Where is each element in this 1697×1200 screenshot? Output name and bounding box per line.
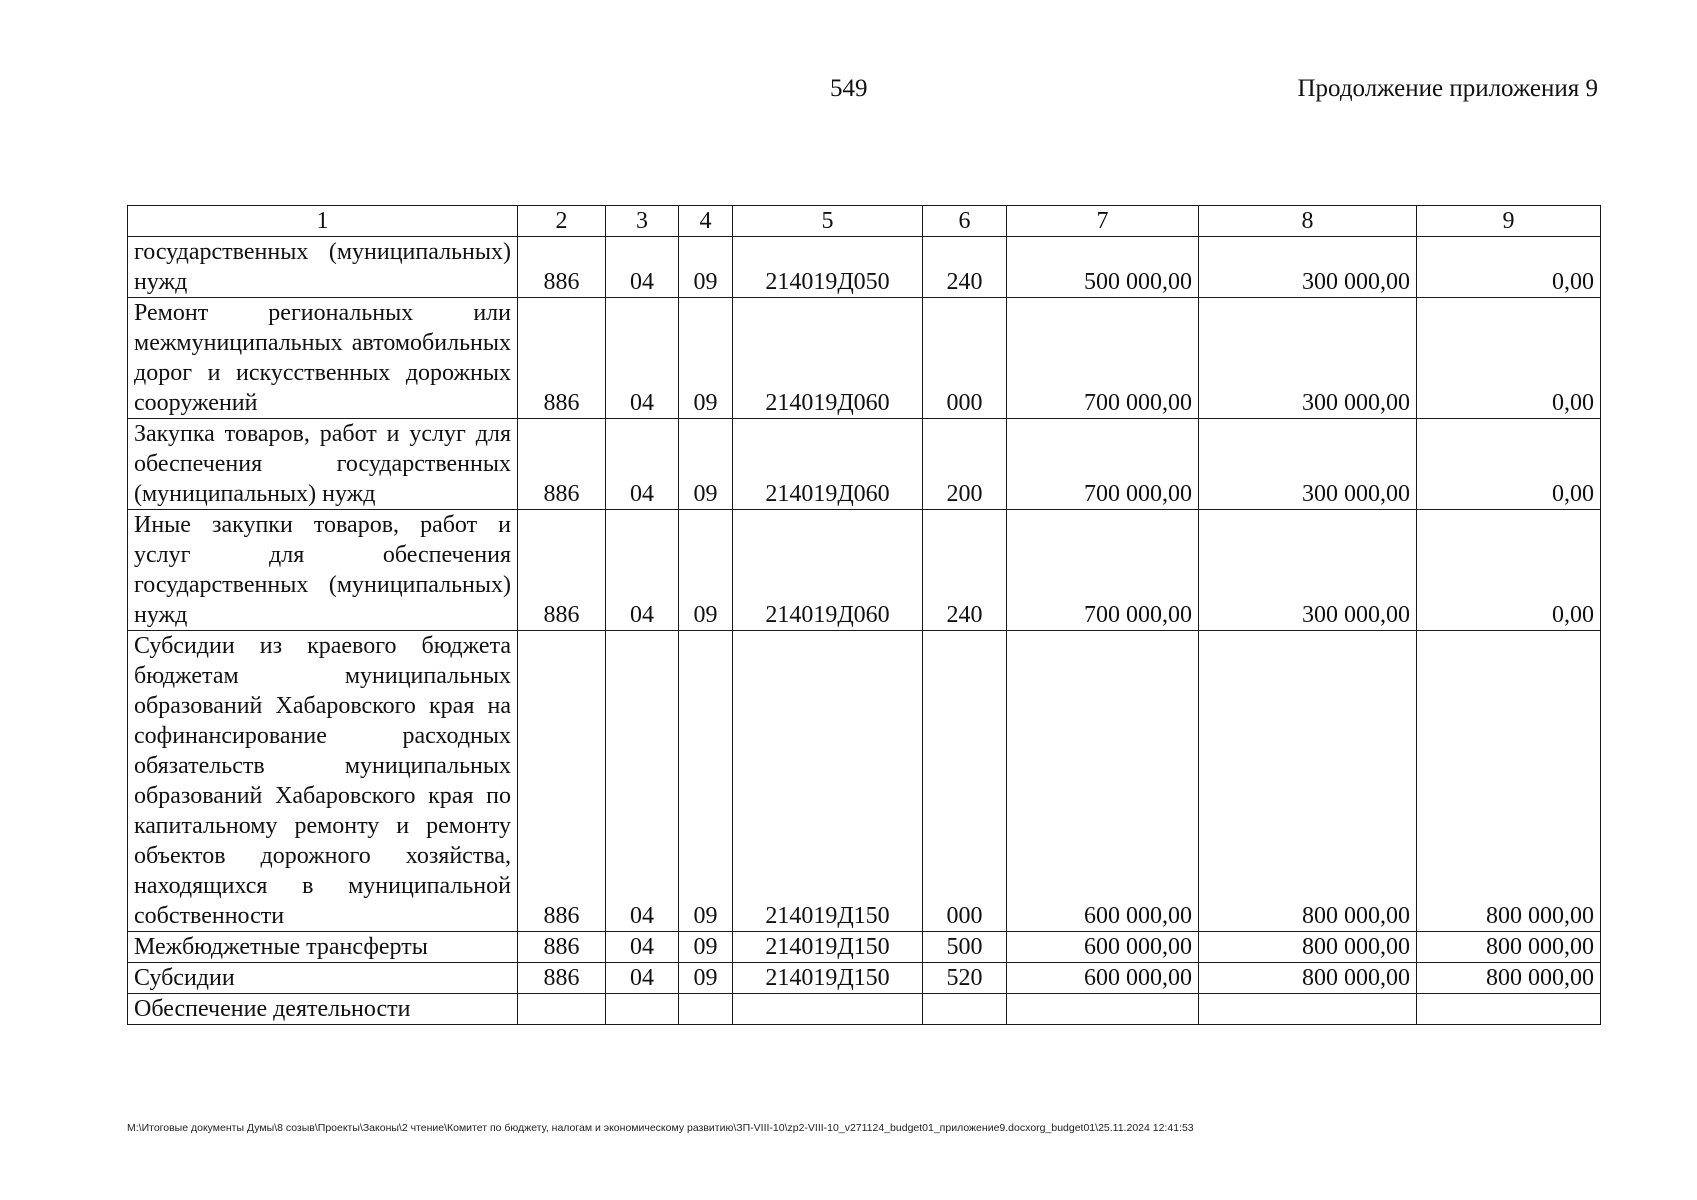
section-code: 04	[606, 963, 679, 994]
column-number-row	[128, 206, 1601, 237]
amount-year-1: 600 000,00	[1007, 932, 1199, 963]
column-header: 6	[923, 206, 1007, 237]
expense-type-code: 240	[923, 237, 1007, 298]
amount-year-3: 800 000,00	[1417, 631, 1601, 932]
table-row	[128, 298, 1601, 419]
target-item-code: 214019Д050	[733, 237, 923, 298]
column-header: 2	[518, 206, 606, 237]
target-item-code: 214019Д060	[733, 419, 923, 510]
section-code: 04	[606, 419, 679, 510]
expense-type-code: 200	[923, 419, 1007, 510]
footer-file-path: M:\Итоговые документы Думы\8 созыв\Проекты\Законы\2 чтение\Комитет по бюджету, налогам и экономическому развитию\ЗП-VIII-10\zp2-VIII-10_v271124_budget01_приложение9.docxorg_budget01\25.11.2024 12:41:53	[127, 1122, 1194, 1134]
ministry-code: 886	[518, 419, 606, 510]
column-header: 7	[1007, 206, 1199, 237]
expense-name: Субсидии из краевого бюджета бюджетам муниципальных образований Хабаровского края на софинансирование расходных обязательств муниципальных образований Хабаровского края по капитальному ремонту и ремонту объектов дорожного хозяйства, находящихся в муниципальной собственности	[128, 631, 518, 932]
column-header: 3	[606, 206, 679, 237]
budget-table	[127, 205, 1601, 1025]
section-code: 04	[606, 510, 679, 631]
target-item-code: 214019Д150	[733, 963, 923, 994]
ministry-code: 886	[518, 298, 606, 419]
amount-year-1: 500 000,00	[1007, 237, 1199, 298]
table-row	[128, 510, 1601, 631]
target-item-code: 214019Д150	[733, 631, 923, 932]
expense-name: Закупка товаров, работ и услуг для обеспечения государственных (муниципальных) нужд	[128, 419, 518, 510]
amount-year-2: 300 000,00	[1199, 298, 1417, 419]
amount-year-1: 600 000,00	[1007, 631, 1199, 932]
expense-type-code: 520	[923, 963, 1007, 994]
amount-year-2: 300 000,00	[1199, 510, 1417, 631]
appendix-label: Продолжение приложения 9	[1297, 75, 1598, 102]
subsection-code	[679, 994, 733, 1025]
amount-year-2: 800 000,00	[1199, 631, 1417, 932]
section-code: 04	[606, 631, 679, 932]
expense-name: Субсидии	[128, 963, 518, 994]
ministry-code: 886	[518, 631, 606, 932]
ministry-code: 886	[518, 510, 606, 631]
target-item-code: 214019Д060	[733, 298, 923, 419]
table-row	[128, 631, 1601, 932]
ministry-code	[518, 994, 606, 1025]
expense-type-code: 000	[923, 298, 1007, 419]
column-header: 9	[1417, 206, 1601, 237]
ministry-code: 886	[518, 932, 606, 963]
expense-type-code	[923, 994, 1007, 1025]
amount-year-2: 300 000,00	[1199, 419, 1417, 510]
amount-year-1: 700 000,00	[1007, 419, 1199, 510]
section-code: 04	[606, 298, 679, 419]
column-header: 5	[733, 206, 923, 237]
table-row	[128, 237, 1601, 298]
subsection-code: 09	[679, 237, 733, 298]
table-row	[128, 932, 1601, 963]
amount-year-3: 800 000,00	[1417, 963, 1601, 994]
subsection-code: 09	[679, 298, 733, 419]
table-row	[128, 419, 1601, 510]
target-item-code	[733, 994, 923, 1025]
amount-year-1: 600 000,00	[1007, 963, 1199, 994]
amount-year-3: 0,00	[1417, 510, 1601, 631]
page-number: 549	[830, 75, 868, 102]
expense-type-code: 240	[923, 510, 1007, 631]
expense-type-code: 000	[923, 631, 1007, 932]
amount-year-2: 300 000,00	[1199, 237, 1417, 298]
ministry-code: 886	[518, 963, 606, 994]
table-row	[128, 963, 1601, 994]
section-code: 04	[606, 237, 679, 298]
subsection-code: 09	[679, 510, 733, 631]
subsection-code: 09	[679, 419, 733, 510]
column-header: 8	[1199, 206, 1417, 237]
column-header: 1	[128, 206, 518, 237]
target-item-code: 214019Д150	[733, 932, 923, 963]
expense-name: Иные закупки товаров, работ и услуг для обеспечения государственных (муниципальных) нужд	[128, 510, 518, 631]
amount-year-3: 0,00	[1417, 237, 1601, 298]
amount-year-3: 800 000,00	[1417, 932, 1601, 963]
expense-type-code: 500	[923, 932, 1007, 963]
ministry-code: 886	[518, 237, 606, 298]
column-header: 4	[679, 206, 733, 237]
subsection-code: 09	[679, 631, 733, 932]
target-item-code: 214019Д060	[733, 510, 923, 631]
section-code: 04	[606, 932, 679, 963]
amount-year-1	[1007, 994, 1199, 1025]
table-row	[128, 994, 1601, 1025]
expense-name: Межбюджетные трансферты	[128, 932, 518, 963]
expense-name: Ремонт региональных или межмуниципальных автомобильных дорог и искусственных дорожных сооружений	[128, 298, 518, 419]
subsection-code: 09	[679, 963, 733, 994]
amount-year-2: 800 000,00	[1199, 963, 1417, 994]
amount-year-3: 0,00	[1417, 298, 1601, 419]
expense-name: государственных (муниципальных) нужд	[128, 237, 518, 298]
section-code	[606, 994, 679, 1025]
amount-year-1: 700 000,00	[1007, 298, 1199, 419]
amount-year-3: 0,00	[1417, 419, 1601, 510]
amount-year-3	[1417, 994, 1601, 1025]
amount-year-2: 800 000,00	[1199, 932, 1417, 963]
amount-year-1: 700 000,00	[1007, 510, 1199, 631]
expense-name: Обеспечение деятельности	[128, 994, 518, 1025]
amount-year-2	[1199, 994, 1417, 1025]
subsection-code: 09	[679, 932, 733, 963]
